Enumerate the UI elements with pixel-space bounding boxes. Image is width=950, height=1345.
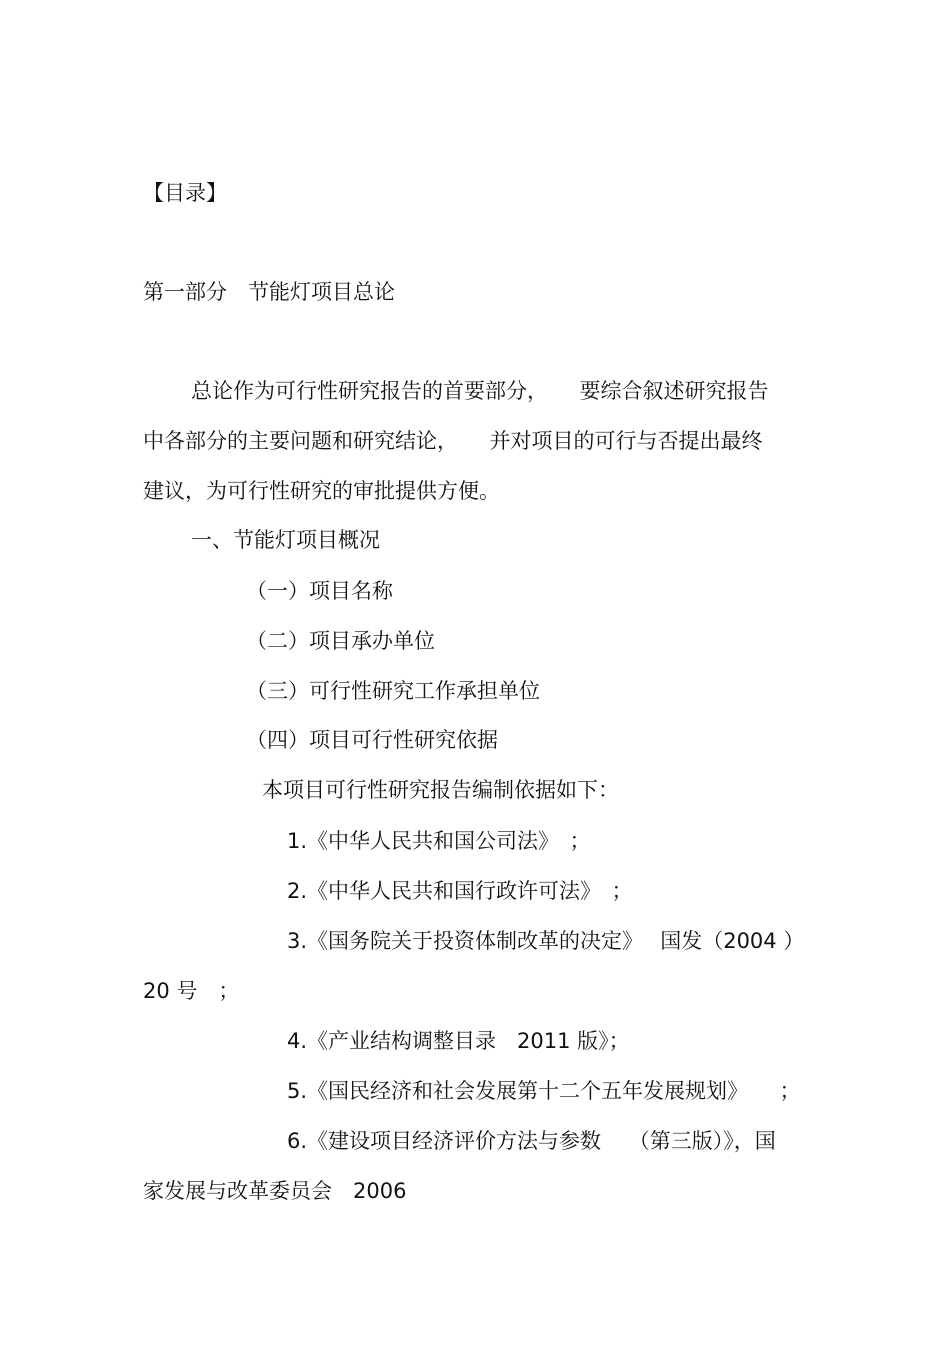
basis-item: 6.《建设项目经济评价方法与参数 （第三版）》，国 bbox=[287, 1129, 776, 1153]
basis-item: 1.《中华人民共和国公司法》 ； bbox=[287, 829, 591, 853]
toc-heading: 【目录】 bbox=[143, 181, 227, 205]
basis-item: 4.《产业结构调整目录 2011 版》； bbox=[287, 1029, 630, 1053]
section-title: 一、节能灯项目概况 bbox=[191, 528, 380, 552]
subsection-item: （三）可行性研究工作承担单位 bbox=[246, 679, 540, 703]
basis-item: 3.《国务院关于投资体制改革的决定》 国发（2004 ） bbox=[287, 929, 805, 953]
intro-line-3: 建议，为可行性研究的审批提供方便。 bbox=[143, 479, 500, 503]
intro-line-2: 中各部分的主要问题和研究结论， 并对项目的可行与否提出最终 bbox=[143, 429, 763, 453]
basis-item: 2.《中华人民共和国行政许可法》 ； bbox=[287, 879, 633, 903]
basis-item-continuation: 家发展与改革委员会 2006 bbox=[143, 1179, 407, 1203]
subsection-item: （四）项目可行性研究依据 bbox=[246, 728, 498, 752]
part-title: 第一部分 节能灯项目总论 bbox=[143, 280, 395, 304]
basis-item: 5.《国民经济和社会发展第十二个五年发展规划》 ； bbox=[287, 1079, 801, 1103]
subsection-item: （二）项目承办单位 bbox=[246, 629, 435, 653]
basis-intro: 本项目可行性研究报告编制依据如下： bbox=[262, 778, 619, 802]
basis-item-continuation: 20 号 ； bbox=[143, 979, 240, 1003]
intro-line-1: 总论作为可行性研究报告的首要部分， 要综合叙述研究报告 bbox=[191, 379, 769, 403]
subsection-item: （一）项目名称 bbox=[246, 579, 393, 603]
